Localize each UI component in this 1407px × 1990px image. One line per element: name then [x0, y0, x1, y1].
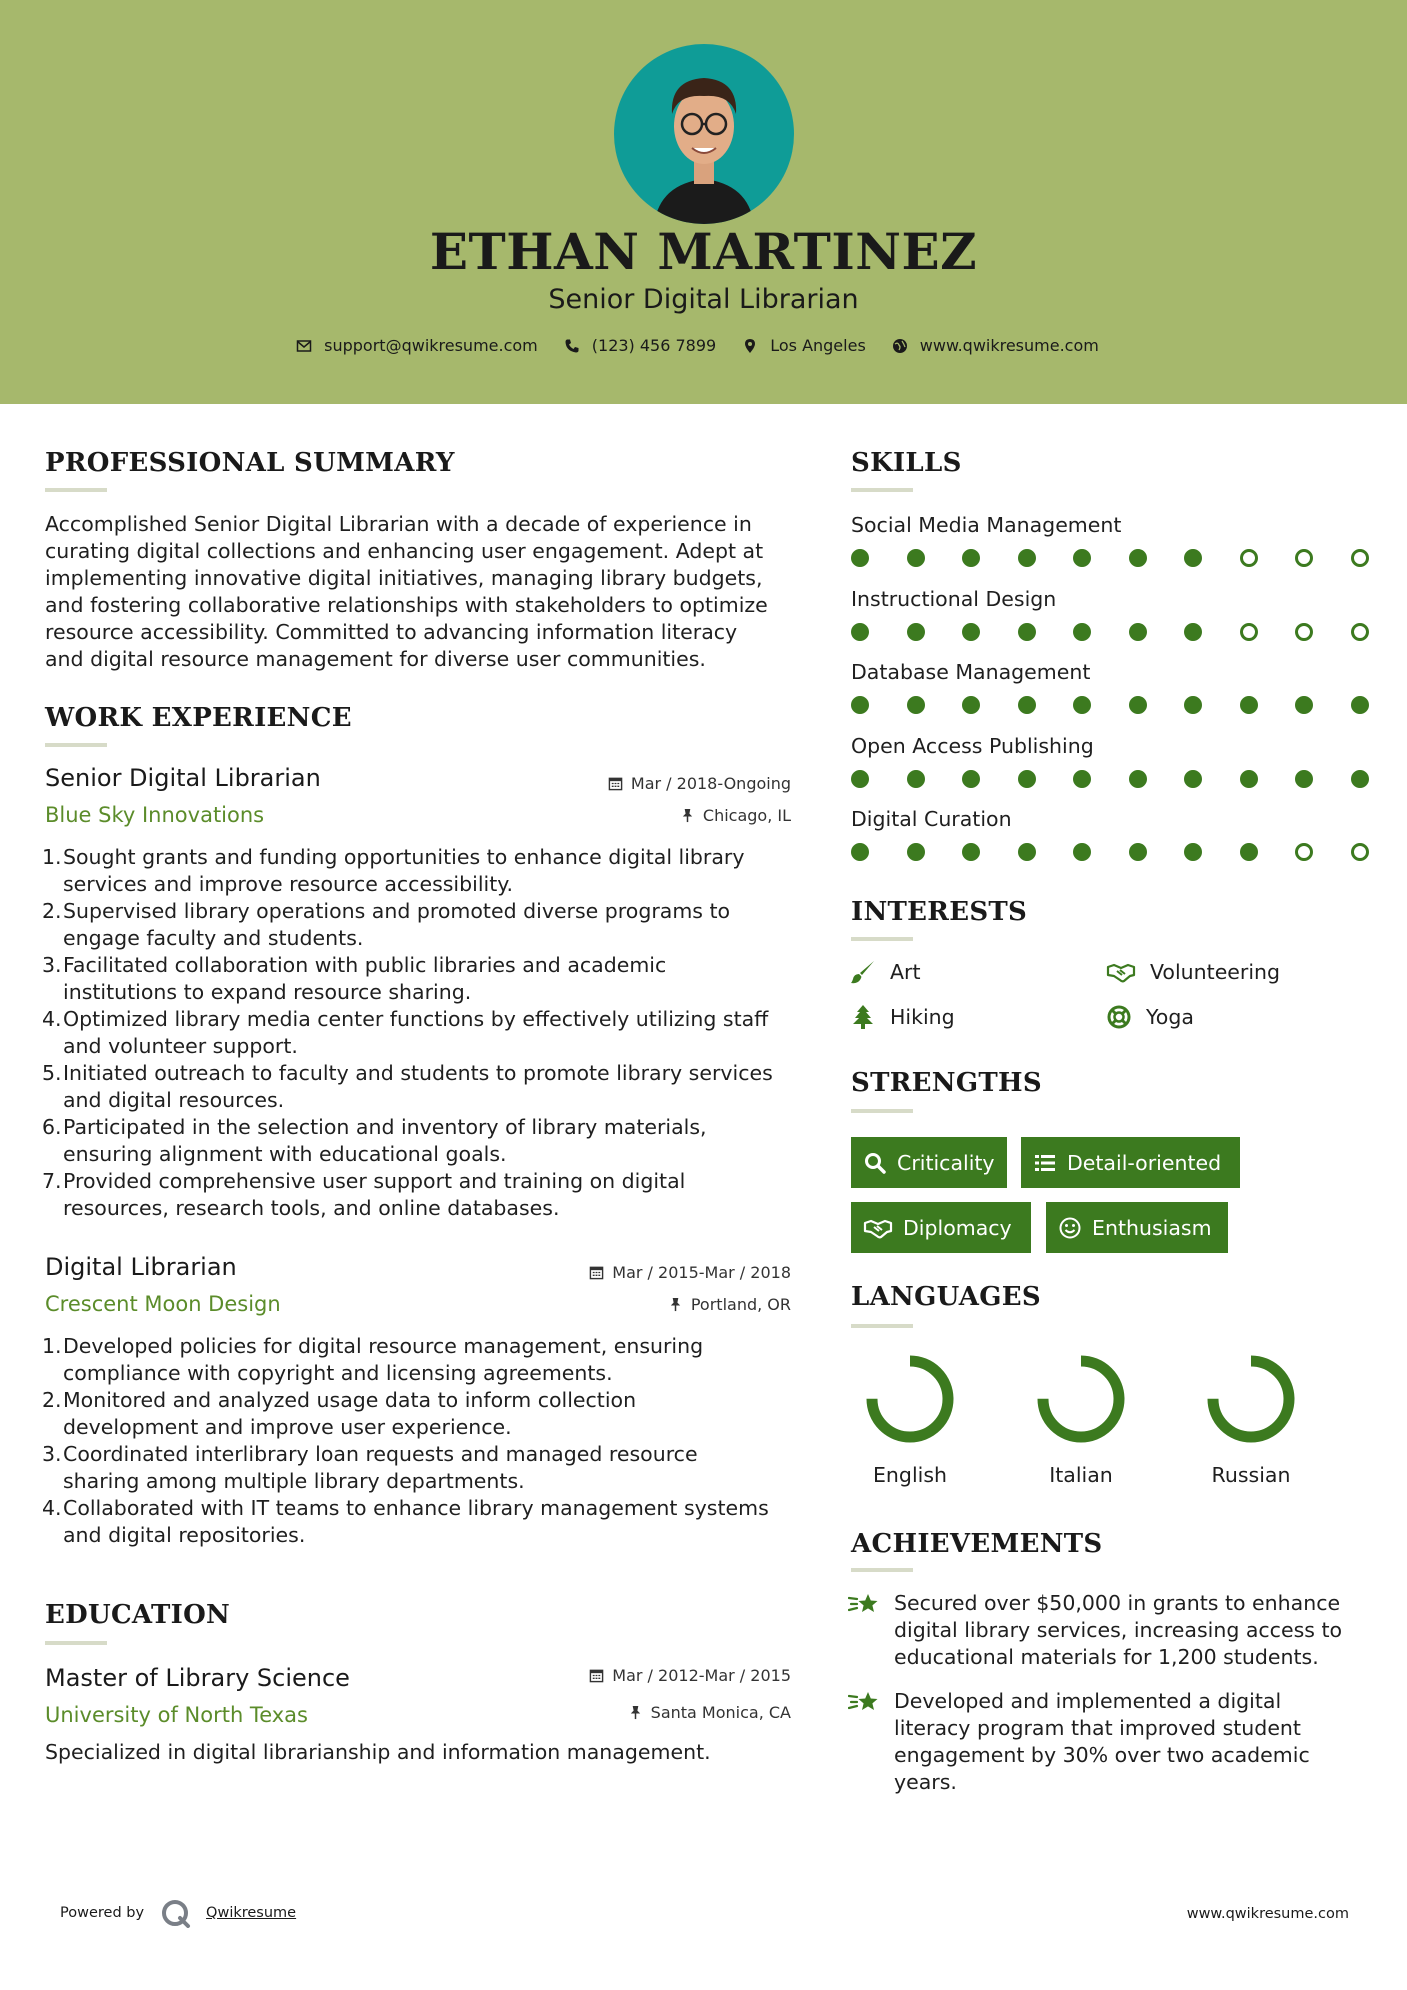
interest-label: Yoga [1146, 1005, 1194, 1029]
achievement-item [848, 1688, 1368, 1796]
skill-label: Open Access Publishing [851, 733, 1094, 758]
rating-dot-filled [1129, 843, 1147, 861]
rating-dot-filled [1129, 770, 1147, 788]
shooting-star-icon [848, 1590, 880, 1620]
language-ring [1031, 1349, 1131, 1449]
degree-title: Master of Library Science [45, 1664, 350, 1692]
rating-dot-filled [1295, 770, 1313, 788]
location-text: Los Angeles [770, 336, 866, 355]
rating-dot-empty [1351, 623, 1369, 641]
strength-label: Diplomacy [903, 1215, 1012, 1240]
job-date-text: Mar / 2018-Ongoing [630, 774, 791, 793]
interest-item [850, 1004, 955, 1030]
candidate-title: Senior Digital Librarian [548, 284, 859, 315]
rating-dot-filled [851, 843, 869, 861]
rating-dot-filled [1018, 770, 1036, 788]
footer-website[interactable]: www.qwikresume.com [1186, 1906, 1349, 1922]
strength-tag [1021, 1137, 1240, 1188]
rating-dot-empty [1295, 843, 1313, 861]
job-location [491, 806, 791, 825]
rating-dot-filled [1018, 549, 1036, 567]
phone-icon [564, 338, 580, 354]
language-ring [1201, 1349, 1301, 1449]
language-label: Russian [1211, 1463, 1291, 1487]
list-item: 3. Facilitated collaboration with public libraries and academic institutions to expand resource sharing. [42, 953, 667, 1004]
skill-rating [851, 549, 1369, 567]
summary-line: implementing innovative digital initiatives, managing library budgets, [45, 566, 763, 590]
list-item: 5. Initiated outreach to faculty and students to promote library services and digital resources. [42, 1061, 773, 1112]
interest-item [1106, 959, 1280, 985]
rating-dot-empty [1295, 549, 1313, 567]
contact-location [742, 336, 866, 355]
calendar-icon [589, 1668, 604, 1683]
interest-label: Volunteering [1150, 960, 1281, 984]
education-location-text: Santa Monica, CA [650, 1703, 791, 1722]
person-avatar-icon [614, 44, 794, 224]
rating-dot-filled [1295, 696, 1313, 714]
skill-label: Social Media Management [851, 513, 1122, 537]
skills-underline [851, 488, 913, 492]
rating-dot-filled [1184, 843, 1202, 861]
rating-dot-empty [1351, 549, 1369, 567]
languages-heading: LANGUAGES [851, 1282, 1041, 1312]
pushpin-icon [628, 1705, 643, 1720]
summary-heading: PROFESSIONAL SUMMARY [45, 448, 455, 478]
rating-dot-filled [1018, 843, 1036, 861]
calendar-icon [589, 1265, 604, 1280]
strength-label: Enthusiasm [1092, 1215, 1212, 1240]
rating-dot-filled [1073, 843, 1091, 861]
rating-dot-filled [1184, 549, 1202, 567]
strength-label: Criticality [897, 1150, 995, 1175]
skill-rating [851, 843, 1369, 861]
company-name: Blue Sky Innovations [45, 803, 265, 827]
language-level-arc [1213, 1361, 1289, 1437]
list-item: 7. Provided comprehensive user support and training on digital resources, research tools, and online databases. [42, 1169, 686, 1220]
rating-dot-empty [1295, 623, 1313, 641]
education-description: Specialized in digital librarianship and information management. [45, 1740, 711, 1764]
header-banner [0, 0, 1407, 404]
rating-dot-empty [1240, 549, 1258, 567]
strengths-heading: STRENGTHS [851, 1068, 1042, 1098]
rating-dot-filled [1129, 696, 1147, 714]
rating-dot-filled [1184, 770, 1202, 788]
job-bullets [42, 1333, 805, 1549]
skill-label: Instructional Design [851, 586, 1057, 611]
job-location-text: Chicago, IL [702, 806, 791, 825]
education-location [491, 1703, 791, 1722]
rating-dot-filled [1240, 843, 1258, 861]
rating-dot-filled [907, 770, 925, 788]
pushpin-icon [680, 808, 695, 823]
rating-dot-filled [1073, 696, 1091, 714]
map-pin-icon [742, 338, 758, 354]
strengths-underline [851, 1109, 913, 1113]
job-date [491, 774, 791, 793]
rating-dot-filled [907, 549, 925, 567]
list-icon [1033, 1151, 1057, 1175]
education-date [491, 1666, 791, 1685]
brand-link[interactable]: Qwikresume [206, 1905, 297, 1921]
experience-underline [45, 743, 107, 747]
rating-dot-filled [1184, 623, 1202, 641]
list-item: 2. Supervised library operations and promoted diverse programs to engage faculty and students. [42, 899, 731, 950]
job-title: Digital Librarian [45, 1253, 237, 1281]
strength-tag [851, 1137, 1007, 1188]
summary-line: and fostering collaborative relationships with stakeholders to optimize [45, 593, 768, 617]
rating-dot-filled [1073, 623, 1091, 641]
job-bullets [42, 844, 805, 1222]
rating-dot-filled [1129, 623, 1147, 641]
language-level-arc [1043, 1361, 1119, 1437]
summary-underline [45, 488, 107, 492]
rating-dot-filled [1240, 770, 1258, 788]
achievement-text: Developed and implemented a digital literacy program that improved student engagement by 30% over two academic years. [894, 1689, 1310, 1794]
language-ring [860, 1349, 960, 1449]
education-heading: EDUCATION [45, 1600, 231, 1630]
summary-line: curating digital collections and enhancing user engagement. Adept at [45, 539, 764, 563]
strength-tag [851, 1202, 1031, 1253]
experience-heading: WORK EXPERIENCE [45, 703, 352, 733]
rating-dot-filled [962, 696, 980, 714]
powered-by-text: Powered by [60, 1905, 145, 1921]
company-name: Crescent Moon Design [45, 1292, 281, 1316]
globe-icon [892, 338, 908, 354]
interests-heading: INTERESTS [851, 897, 1028, 927]
language-item [1181, 1349, 1321, 1487]
handshake-icon [863, 1216, 893, 1240]
calendar-icon [608, 776, 623, 791]
website-text: www.qwikresume.com [919, 336, 1099, 355]
language-label: English [872, 1463, 948, 1487]
shooting-star-icon [848, 1688, 880, 1718]
rating-dot-filled [851, 696, 869, 714]
rating-dot-filled [1240, 696, 1258, 714]
smile-icon [1058, 1216, 1082, 1240]
summary-text [45, 511, 805, 673]
rating-dot-filled [907, 696, 925, 714]
language-label: Italian [1049, 1463, 1113, 1487]
rating-dot-filled [1073, 549, 1091, 567]
achievement-item [848, 1590, 1368, 1671]
summary-line: resource accessibility. Committed to advancing information literacy [45, 620, 738, 644]
rating-dot-empty [1240, 623, 1258, 641]
achievements-heading: ACHIEVEMENTS [851, 1529, 1103, 1559]
summary-line: Accomplished Senior Digital Librarian with a decade of experience in [45, 512, 752, 536]
achievement-text: Secured over $50,000 in grants to enhance digital library services, increasing access to educational materials for 1,200 students. [894, 1591, 1343, 1669]
job-date-text: Mar / 2015-Mar / 2018 [612, 1263, 791, 1282]
achievements-underline [851, 1568, 913, 1572]
search-icon [863, 1151, 887, 1175]
rating-dot-filled [962, 770, 980, 788]
education-underline [45, 1641, 107, 1645]
rating-dot-filled [1184, 696, 1202, 714]
list-item: 1. Developed policies for digital resource management, ensuring compliance with copyright and licensing agreements. [42, 1334, 704, 1385]
rating-dot-filled [962, 549, 980, 567]
contact-phone[interactable] [564, 336, 716, 355]
rating-dot-filled [1073, 770, 1091, 788]
rating-dot-filled [851, 549, 869, 567]
rating-dot-filled [962, 623, 980, 641]
job-location [491, 1295, 791, 1314]
lifebuoy-icon [1106, 1004, 1132, 1030]
skill-rating [851, 623, 1369, 641]
interests-underline [851, 937, 913, 941]
rating-dot-filled [962, 843, 980, 861]
contact-website[interactable] [892, 336, 1099, 355]
job-date [491, 1263, 791, 1282]
rating-dot-filled [1018, 623, 1036, 641]
list-item: 3. Coordinated interlibrary loan requests and managed resource sharing among multiple library departments. [42, 1442, 698, 1493]
strength-label: Detail-oriented [1067, 1150, 1222, 1175]
paintbrush-icon [850, 959, 876, 985]
contact-email[interactable] [296, 336, 538, 355]
rating-dot-filled [1129, 549, 1147, 567]
interest-item [1106, 1004, 1194, 1030]
rating-dot-filled [851, 770, 869, 788]
rating-dot-empty [1351, 843, 1369, 861]
rating-dot-filled [907, 623, 925, 641]
list-item: 2. Monitored and analyzed usage data to inform collection development and improve user experience. [42, 1388, 637, 1439]
education-date-text: Mar / 2012-Mar / 2015 [612, 1666, 791, 1685]
skill-label: Digital Curation [851, 807, 1012, 831]
pushpin-icon [668, 1297, 683, 1312]
profile-photo [614, 44, 794, 224]
interest-label: Art [890, 960, 921, 984]
school-name: University of North Texas [45, 1703, 308, 1727]
envelope-icon [296, 338, 312, 354]
language-level-arc [872, 1361, 948, 1437]
list-item: 1. Sought grants and funding opportunities to enhance digital library services and improve resource accessibility. [42, 845, 745, 896]
skills-heading: SKILLS [851, 448, 962, 478]
interest-item [850, 959, 921, 985]
language-item [840, 1349, 980, 1487]
job-title: Senior Digital Librarian [45, 764, 321, 792]
contact-bar [0, 336, 1407, 355]
rating-dot-filled [1018, 696, 1036, 714]
languages-underline [851, 1324, 913, 1328]
skill-rating [851, 770, 1369, 788]
rating-dot-filled [1351, 770, 1369, 788]
footer-powered-by [60, 1898, 296, 1928]
rating-dot-filled [1351, 696, 1369, 714]
job-location-text: Portland, OR [690, 1295, 791, 1314]
phone-text: (123) 456 7899 [591, 336, 717, 355]
strength-tag [1046, 1202, 1228, 1253]
skill-label: Database Management [851, 660, 1091, 684]
handshake-icon [1106, 959, 1136, 985]
qwikresume-logo-icon [160, 1898, 194, 1928]
list-item: 4. Collaborated with IT teams to enhance library management systems and digital repositories. [42, 1496, 769, 1547]
interest-label: Hiking [890, 1005, 955, 1029]
rating-dot-filled [907, 843, 925, 861]
candidate-name: ETHAN MARTINEZ [429, 222, 978, 281]
tree-icon [850, 1004, 876, 1030]
language-item [1011, 1349, 1151, 1487]
email-text: support@qwikresume.com [324, 336, 538, 355]
list-item: 4. Optimized library media center functions by effectively utilizing staff and volunteer support. [42, 1007, 769, 1058]
skill-rating [851, 696, 1369, 714]
summary-line: and digital resource management for diverse user communities. [45, 647, 706, 671]
list-item: 6. Participated in the selection and inventory of library materials, ensuring alignment with educational goals. [42, 1115, 707, 1166]
rating-dot-filled [851, 623, 869, 641]
